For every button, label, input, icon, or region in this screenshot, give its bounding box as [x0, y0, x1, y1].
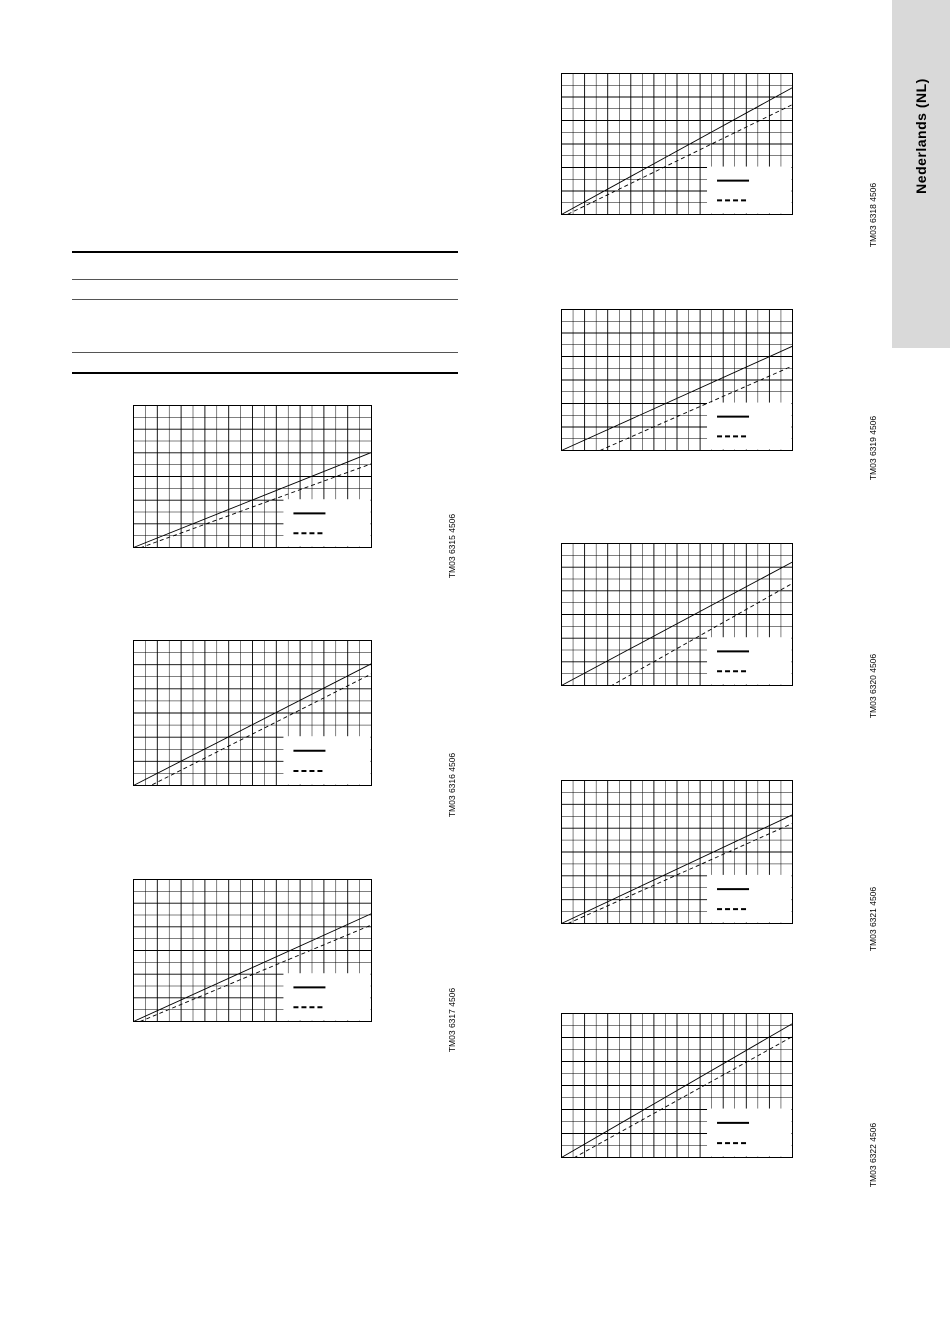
figure-code-8: TM03 6322 4506	[868, 1122, 878, 1188]
chart-2	[133, 640, 372, 786]
legend-box	[707, 637, 791, 684]
side-tab-label: Nederlands (NL)	[913, 78, 929, 194]
legend-box	[283, 499, 370, 546]
figure-code-7: TM03 6321 4506	[868, 886, 878, 952]
chart-5	[561, 309, 793, 451]
chart-4	[561, 73, 793, 215]
figure-code-5: TM03 6319 4506	[868, 415, 878, 481]
figure-code-6: TM03 6320 4506	[868, 653, 878, 719]
chart-3	[133, 879, 372, 1022]
legend-box	[707, 403, 791, 450]
chart-8	[561, 1013, 793, 1158]
figure-code-1: TM03 6315 4506	[447, 513, 457, 579]
table-row-divider	[72, 299, 458, 300]
chart-6	[561, 543, 793, 686]
legend-box	[707, 1109, 791, 1157]
chart-1	[133, 405, 372, 548]
figure-code-2: TM03 6316 4506	[447, 752, 457, 818]
table-row-divider	[72, 352, 458, 353]
chart-7	[561, 780, 793, 924]
table-header-divider	[72, 279, 458, 280]
figure-code-3: TM03 6317 4506	[447, 987, 457, 1053]
legend-box	[283, 736, 370, 784]
table-top-rule	[72, 251, 458, 253]
legend-box	[283, 973, 370, 1020]
figure-code-4: TM03 6318 4506	[868, 182, 878, 248]
legend-box	[707, 875, 791, 923]
legend-box	[707, 167, 791, 214]
table-bottom-rule	[72, 372, 458, 374]
